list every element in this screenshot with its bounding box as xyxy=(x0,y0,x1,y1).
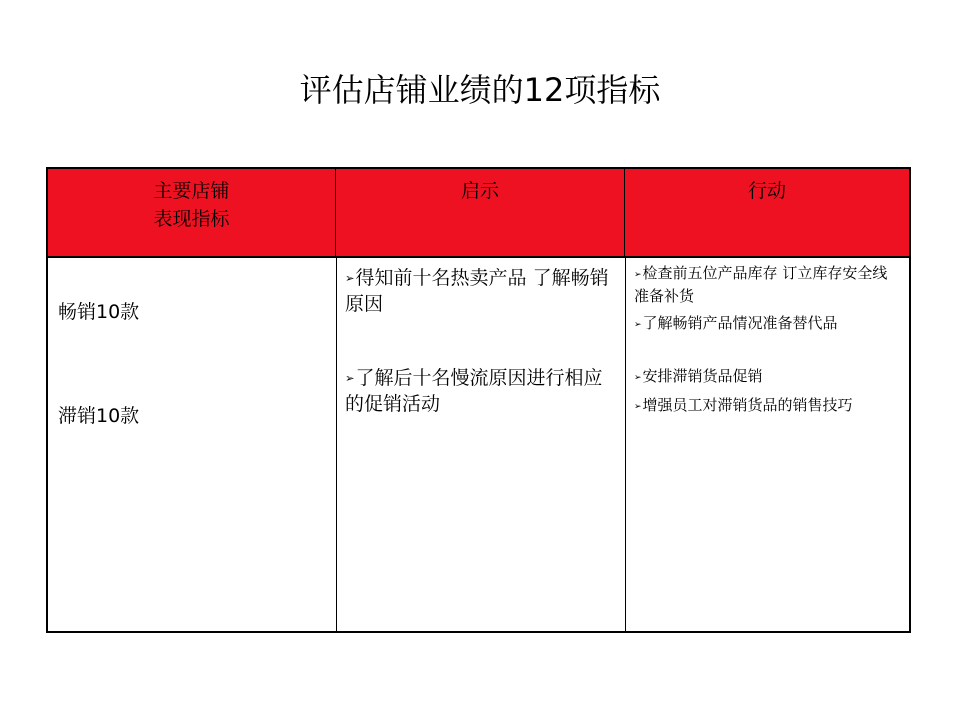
insight-item xyxy=(345,365,621,417)
header-cell-indicator: 主要店铺 表现指标 xyxy=(48,169,336,256)
slide-title: 评估店铺业绩的12项指标 xyxy=(299,71,661,109)
action-item xyxy=(634,313,906,336)
insight-item xyxy=(345,265,621,317)
arrow-bullet-icon: ➢ xyxy=(634,372,642,383)
action-text: 检查前五位产品库存 订立库存安全线 准备补货 xyxy=(634,264,888,305)
header-divider xyxy=(48,256,909,258)
arrow-bullet-icon: ➢ xyxy=(634,269,642,280)
arrow-bullet-icon: ➢ xyxy=(634,401,642,412)
action-item xyxy=(634,395,906,418)
header-cell-action: 行动 xyxy=(625,169,909,256)
action-item xyxy=(634,366,906,389)
header-cell-insight: 启示 xyxy=(336,169,625,256)
metric-slow-sellers: 滞销10款 xyxy=(58,405,140,427)
metric-bestsellers: 畅销10款 xyxy=(58,301,140,323)
column-divider xyxy=(336,256,337,631)
action-text: 安排滞销货品促销 xyxy=(642,367,763,385)
arrow-bullet-icon: ➢ xyxy=(634,319,642,330)
arrow-bullet-icon: ➢ xyxy=(345,371,355,386)
column-divider xyxy=(625,256,626,631)
insight-text: 了解后十名慢流原因进行相应的促销活动 xyxy=(345,367,603,416)
arrow-bullet-icon: ➢ xyxy=(345,271,355,286)
action-text: 增强员工对滞销货品的销售技巧 xyxy=(642,396,853,414)
action-text: 了解畅销产品情况准备替代品 xyxy=(642,314,838,332)
action-item xyxy=(634,263,906,307)
metrics-table xyxy=(46,167,911,633)
insight-text: 得知前十名热卖产品 了解畅销原因 xyxy=(345,267,609,316)
